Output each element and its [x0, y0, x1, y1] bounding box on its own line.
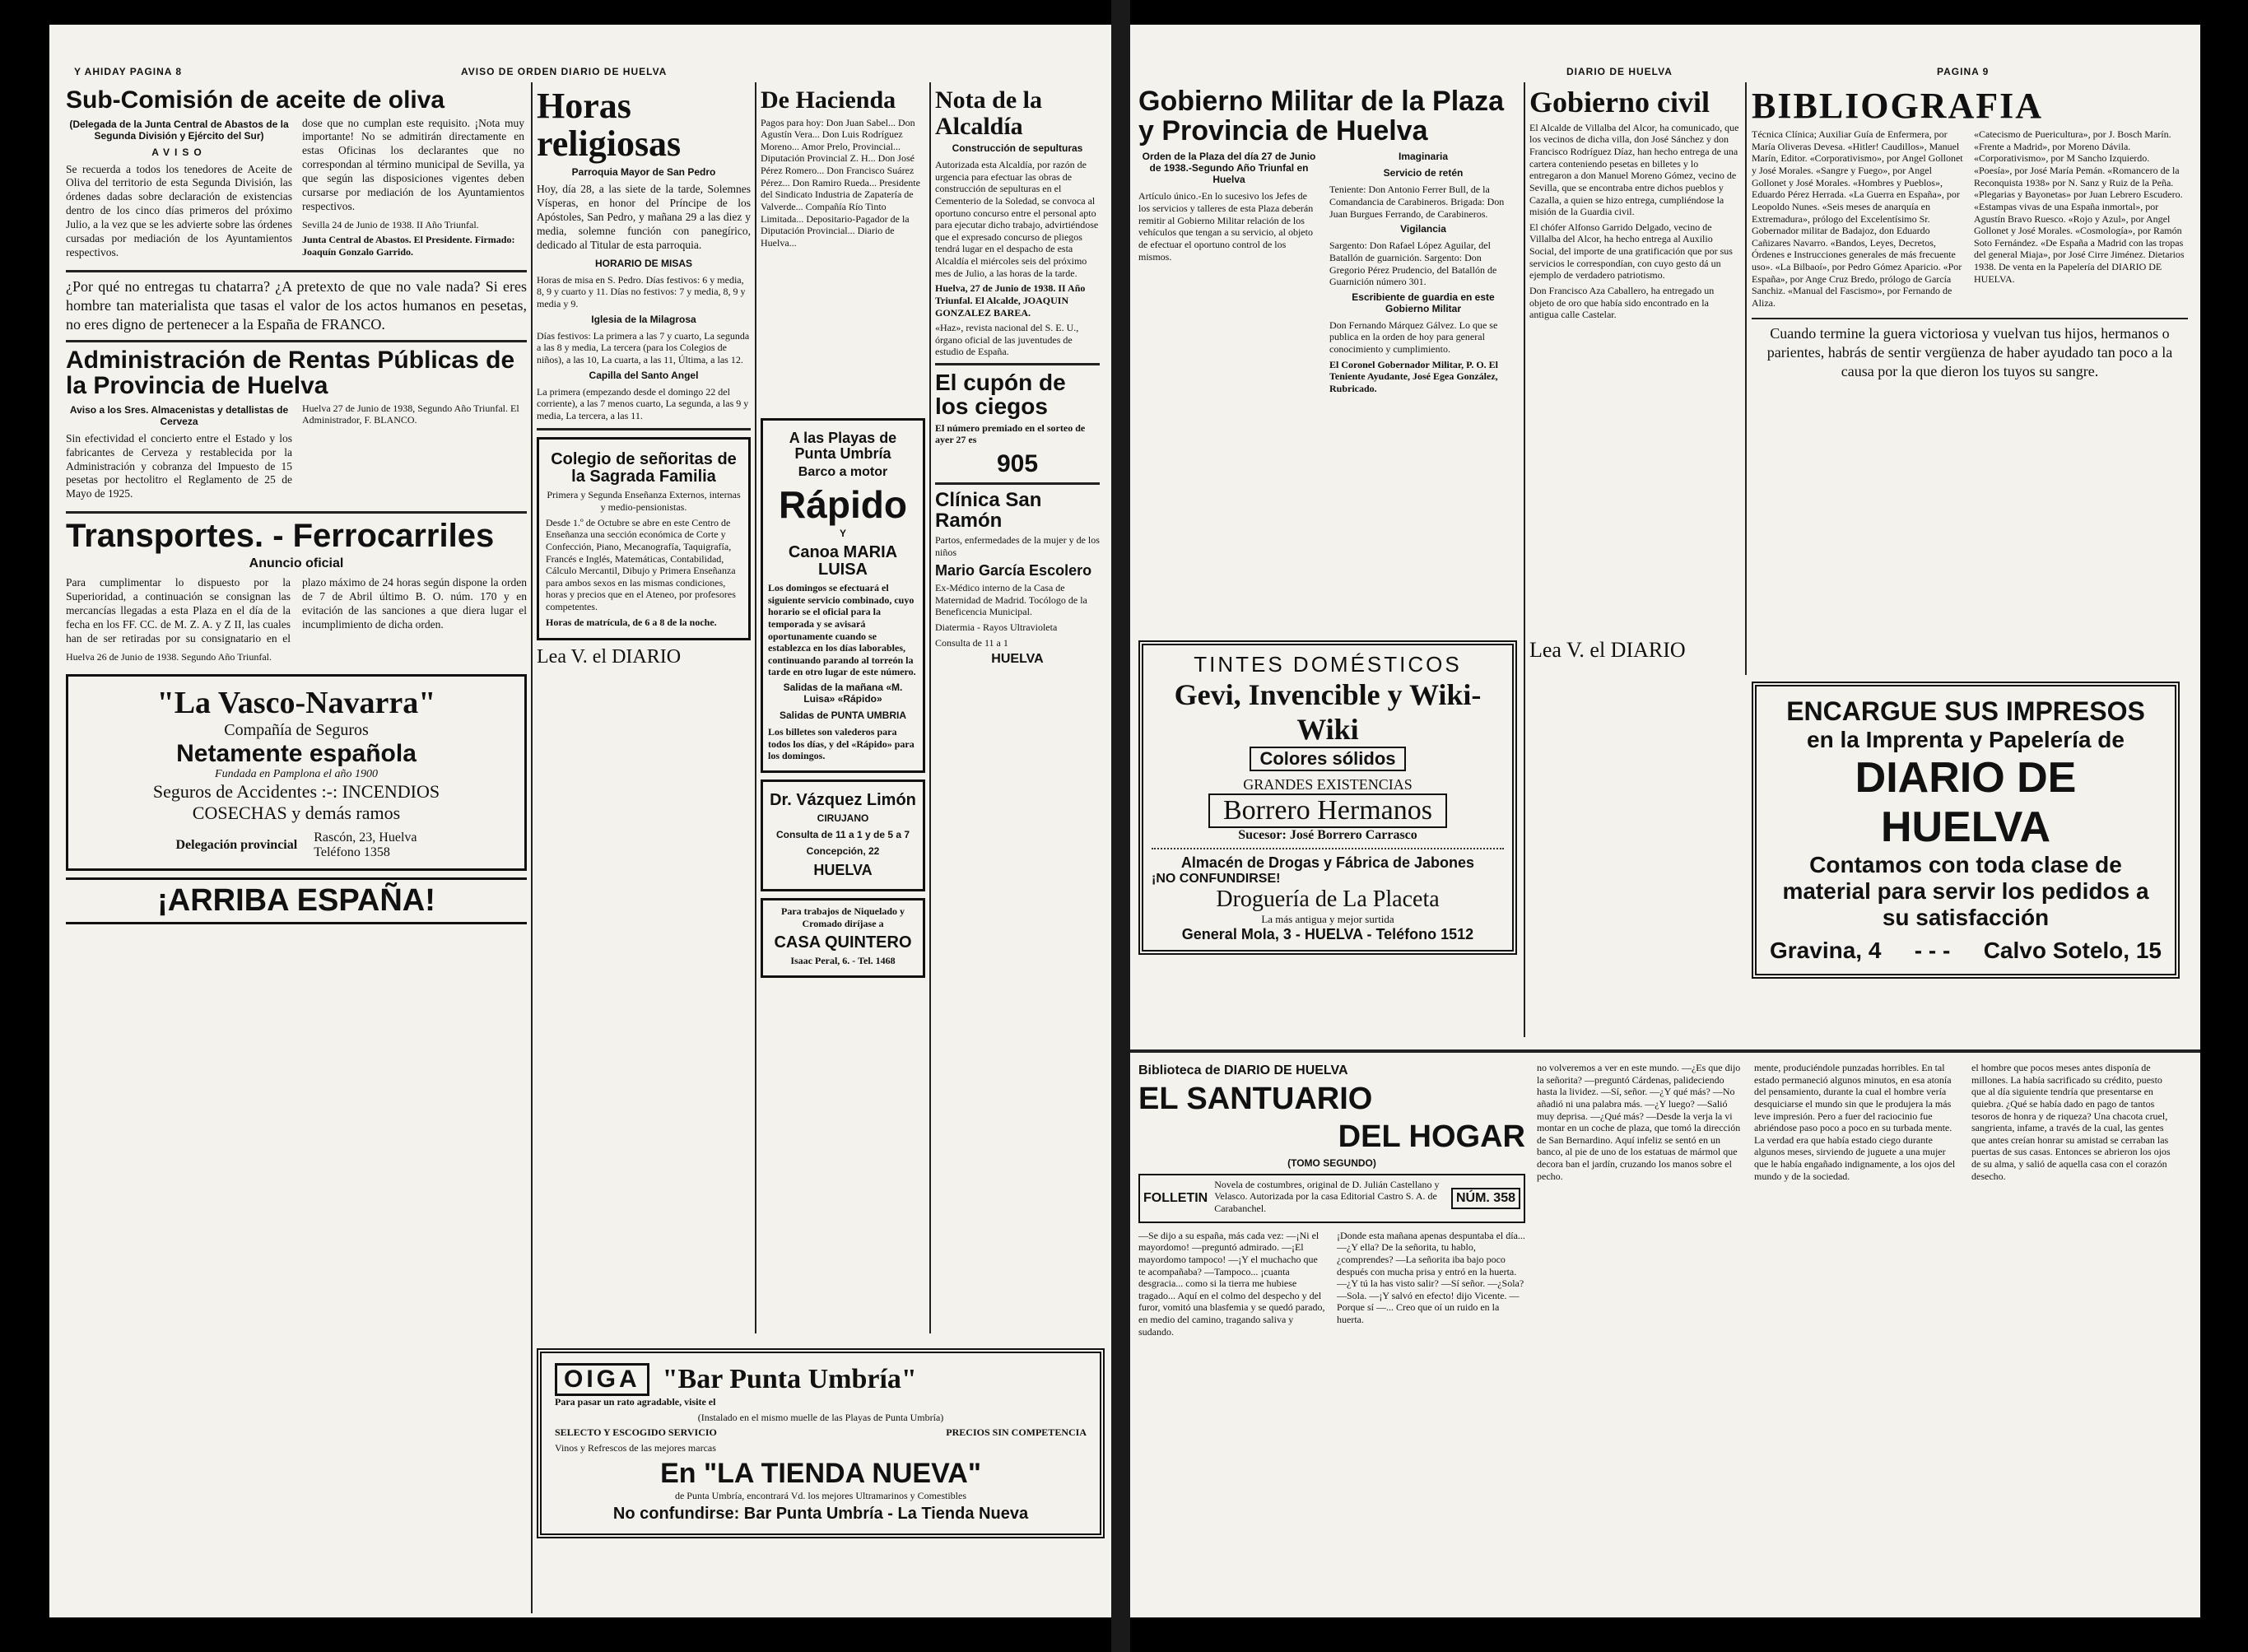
aceite-body: Se recuerda a todos los tenedores de Aceite de Oliva del territorio de esta Segunda División, las órdenes dadas sobre declaración de existencias dentro de los cinco días primeros del próximo Julio, a la vez que se les advierte sobre las órdenes cursadas por mediación de los Ayuntamientos respectivos.: [66, 162, 292, 258]
aceite-subtitle: (Delegada de la Junta Central de Abastos de la Segunda División y Ejército del Sur): [69, 118, 289, 142]
vasco-address: Rascón, 23, Huelva: [314, 831, 417, 845]
vasco-title: "La Vasco-Navarra": [156, 686, 436, 721]
clinica-line4: Consulta de 11 a 1: [935, 636, 1008, 649]
tintes-colores: Colores sólidos: [1250, 747, 1405, 771]
quintero-name: CASA QUINTERO: [774, 933, 912, 952]
divider: [66, 511, 527, 514]
divider: [935, 363, 1100, 365]
horizontal-rule: [1130, 1049, 2200, 1053]
column-3: [761, 82, 925, 252]
vasco-line1: Compañía de Seguros: [224, 721, 369, 740]
bar-line4: Vinos y Refrescos de las mejores marcas: [555, 1441, 716, 1454]
tintes-sucesor: Sucesor: José Borrero Carrasco: [1238, 828, 1417, 842]
horas-milagrosa: Iglesia de la Milagrosa: [591, 313, 696, 325]
horas-parroquia: Parroquia Mayor de San Pedro: [571, 166, 716, 179]
transportes-title: Transportes. - Ferrocarriles: [66, 518, 495, 555]
colegio-horas: Horas de matrícula, de 6 a 8 de la noche.: [546, 616, 717, 628]
playas-canoa: Canoa MARIA LUISA: [788, 543, 898, 579]
civil-title: Gobierno civil: [1529, 86, 1710, 119]
tintes-almacen: Almacén de Drogas y Fábrica de Jabones: [1180, 854, 1475, 871]
lea-diario-2: Lea V. el DIARIO: [1529, 638, 1686, 662]
clinica-doctor: Mario García Escolero: [935, 562, 1092, 579]
column-rule: [1745, 82, 1747, 675]
civil-body: El Alcalde de Villalba del Alcor, ha comunicado, que los vecinos de dicha villa, don José Sánchez y don Francisco Rodríguez Díaz, han hecho entrega de una cartera conteniendo pesetas en billetes y lo entregaron a don Manuel Moreno Gómez, vecino de Sevilla, que se encontraba entre dichos pueblos y Cazalla, a quien se hizo entrega, cumpliéndose la misión de la Guardia civil.: [1529, 121, 1739, 218]
transportes-sign: Huelva 26 de Junio de 1938. Segundo Año Triunfal.: [66, 650, 272, 663]
running-head-center: AVISO DE ORDEN DIARIO DE HUELVA: [461, 66, 668, 77]
santuario-biblioteca: Biblioteca de DIARIO DE HUELVA: [1138, 1063, 1348, 1077]
colegio-title: Colegio de señoritas de la Sagrada Familia: [551, 450, 737, 486]
cupon-title: El cupón de los ciegos: [935, 370, 1066, 420]
militar-vigilancia: Vigilancia: [1400, 223, 1446, 235]
clinica-line1: Partos, enfermedades de la mujer y de los niños: [935, 533, 1100, 558]
divider: [537, 428, 751, 430]
bar-punta-umbria-ad: [537, 1342, 1105, 1545]
santuario-title1: EL SANTUARIO: [1138, 1082, 1373, 1116]
colegio-body: Desde 1.º de Octubre se abre en este Centro de Enseñanza una sección económica de Corte y Confección, Piano, Mecanografía, Taquigrafía, Francés e Inglés, Matemáticas, Contabilidad, Cálculo Mercantil, Dibujo y Primera Enseñanza para ambos sexos en las mismas condiciones, horas y precios que en el Ateneo, por profesores competentes.: [546, 516, 736, 612]
santuario-serial: [1138, 1062, 2184, 1341]
militar-article: [1138, 82, 1517, 398]
aceite-title: Sub-Comisión de aceite de oliva: [66, 86, 445, 114]
column-rule: [755, 82, 756, 1333]
santuario-title2: DEL HOGAR: [1338, 1119, 1525, 1154]
playas-salidas: Salidas de la mañana «M. Luisa» «Rápido»: [783, 682, 903, 705]
alcaldia-subtitle: Construcción de sepulturas: [952, 142, 1083, 154]
impresos-line2: en la Imprenta y Papelería de: [1807, 727, 2125, 752]
militar-reten: Servicio de retén: [1383, 167, 1464, 179]
alcaldia-sign: Huelva, 27 de Junio de 1938. II Año Triunfal. El Alcalde, JOAQUIN GONZALEZ BAREA.: [935, 282, 1086, 319]
santuario-col1: —Se dijo a su españa, más cada vez: —¡Ni el mayordomo! —preguntó admirado. —¡El mayordomo tampoco! —¡Y el muchacho que te acompañaba? —Tampoco... ¡cuanta desgracia... como si la tierra me hubiese tragado... Aquí en el colmo del despecho y del furor, vomitó una blasfemia y se quedó parado, en medio del camino, tragando saliva y sudando.: [1138, 1229, 1325, 1338]
colegio-ad: [537, 437, 751, 640]
column-4: [935, 82, 1100, 672]
playas-title: A las Playas de Punta Umbría: [789, 430, 897, 462]
horas-santo-angel-body: La primera (empezando desde el domingo 22 del corriente), a las 7 menos cuarto, La segunda, a las 9 y media, La tercera, a las 11.: [537, 385, 749, 421]
running-head-left: Y AHIDAY PAGINA 8: [74, 66, 183, 77]
militar-esc-body: Don Fernando Márquez Gálvez. Lo que se publica en la orden de hoy para general conocimiento y cumplimiento.: [1329, 319, 1498, 355]
divider: [935, 482, 1100, 485]
impresos-addr2: Calvo Sotelo, 15: [1983, 938, 2162, 963]
divider: [1752, 318, 2188, 319]
militar-subtitle: Orden de la Plaza del día 27 de Junio de 1938.-Segundo Año Triunfal en Huelva: [1142, 151, 1316, 186]
bar-line5: PRECIOS SIN COMPETENCIA: [946, 1426, 1087, 1439]
clinica-city: HUELVA: [991, 652, 1044, 667]
bar-line2: (Instalado en el mismo muelle de las Playas de Punta Umbría): [697, 1411, 944, 1423]
tintes-existencias: GRANDES EXISTENCIAS: [1243, 776, 1413, 793]
tintes-no-conf: ¡NO CONFUNDIRSE!: [1152, 872, 1281, 886]
lea-diario-1: Lea V. el DIARIO: [537, 646, 682, 668]
playas-ad: [761, 412, 925, 984]
quintero-address: Isaac Peral, 6. - Tel. 1468: [790, 955, 896, 967]
divider: [66, 270, 527, 272]
quintero-line1: Para trabajos de Niquelado y Cromado diríjase a: [781, 905, 905, 929]
playas-y: Y: [839, 528, 846, 540]
rentas-subtitle: Aviso a los Sres. Almacenistas y detallistas de Cerveza: [69, 403, 289, 427]
santuario-col3: no volveremos a ver en este mundo. —¿Es que dijo la señorita? —preguntó Cárdenas, palideciendo hasta la lividez. —Sí, señor. —¿Y qué más? —No añadió ni una palabra más. —¿Y luego? —Salió muy deprisa. —¿Qué más? —Desde la verja la vi montar en un coche de plaza, que tomó la dirección de San Bernardino. Aquí infeliz se sentó en un banco, al pie de uno de los estatuas de mármol que decora ban el jardín, cruzando los manos sobre el pecho.: [1537, 1062, 1741, 1182]
playas-billetes: Los billetes son valederos para todos los días, y del «Rápido» para los domingos.: [768, 726, 915, 762]
civil-article: [1529, 82, 1739, 324]
bibliografia-col1: Técnica Clínica; Auxiliar Guía de Enfermera, por María Oliveras Devesa. «Hitler! Caudillos», Manuel Marín, Editor. «Corporativismo», por Angel Gollonet y José Morales. «Sangre y Fuego», por Angel Gollonet y José Morales. «Hombres y Pueblos», Eduardo Pérez Herrada. «La Guerra en España», por Leopoldo Nunes. «Seis meses de anarquía en Extremadura», prólogo del Excelentísimo Sr. Gobernador militar de Badajoz, don Eduardo Cañizares Navarro. «Bandos, Leyes, Decretos, Órdenes e Instrucciones generales de más frecuente uso». «La Bilbaoí», por Pedro Gómez Aparicio. «Por España», por Ange Cruz Bredo, prólogo de García Sanchiz. «Manual del Fascismo», por Fernando de Aliza.: [1752, 128, 1963, 309]
aceite-aviso: AVISO: [151, 146, 207, 158]
tintes-ad: [1138, 634, 1517, 961]
divider: [66, 340, 527, 342]
bar-line3: SELECTO Y ESCOGIDO SERVICIO: [555, 1426, 717, 1439]
colegio-line1: Primera y Segunda Enseñanza Externos, internas y medio-pensionistas.: [547, 489, 741, 513]
santuario-num: NÚM. 358: [1451, 1188, 1520, 1209]
vasco-phone: Teléfono 1358: [314, 845, 390, 860]
vasco-navarra-ad: [66, 674, 527, 871]
horas-milagrosa-body: Días festivos: La primera a las 7 y cuarto, La segunda a las 8 y media, La tercera (para los Colegios de niños), a las 10, La cuarta, a las 11, Última, a las 12.: [537, 329, 750, 365]
playas-rapido: Rápido: [779, 482, 907, 526]
santuario-col2: ¡Donde esta mañana apenas despuntaba el día... —¿Y ella? De la señorita, tu hablo, ¿comprendes? —La señorita iba bajo poco después con mucha prisa y entró en la huerta. —¿Y tú la has visto salir? —Sí señor. —¿Sola? —Sola. —¡Y salvó en efecto! dijo Vicente. —Porque sí —... Creo que oí un ruido en la huerta.: [1337, 1229, 1525, 1326]
militar-escribiente: Escribiente de guardia en este Gobierno Militar: [1352, 291, 1495, 314]
vazquez-line3: Concepción, 22: [806, 845, 880, 857]
quintero-ad: [761, 898, 925, 978]
tintes-drogueria: Droguería de La Placeta: [1216, 886, 1440, 912]
bar-line6: de Punta Umbría, encontrará Vd. los mejores Ultramarinos y Comestibles: [674, 1489, 967, 1501]
impresos-dashes: - - -: [1914, 938, 1951, 963]
running-head-right: PAGINA 9: [1937, 66, 1990, 77]
militar-title: Gobierno Militar de la Plaza y Provincia de Huelva: [1138, 86, 1504, 147]
cupon-body: El número premiado en el sorteo de ayer 27 es: [935, 421, 1086, 446]
horas-title: Horas religiosas: [537, 86, 682, 165]
horas-misas-body: Horas de misa en S. Pedro. Días festivos: 6 y media, 8, 9 y cuarto y 11. Días no festivos: 7 y media, 8, 9 y media y 9.: [537, 273, 746, 309]
militar-vig-body: Sargento: Don Rafael López Aguilar, del Batallón de guarnición. Sargento: Don Gregorio Pérez Prudencio, del Batallón de Guarnición número 301.: [1329, 240, 1497, 288]
playas-salidas-punta: Salidas de PUNTA UMBRIA: [779, 710, 907, 722]
cupon-number: 905: [996, 450, 1039, 478]
vasco-delegacion: Delegación provincial: [175, 838, 298, 853]
impresos-line4: material para servir los pedidos a su satisfacción: [1782, 878, 2149, 930]
tintes-brands: Gevi, Invencible y Wiki-Wiki: [1174, 678, 1482, 746]
santuario-col5: el hombre que pocos meses antes disponía de millones. La había sacrificado su crédito, puesto que al día siguiente tendría que presentarse en quiebra. ¿Qué se había dado en pago de tantos tesoros de honra y de riqueza? Una chacota cruel, sangrienta, infame, a través de la cual, las gentes que antes creían honrar su amistad se cerraban las puertas de sus casas. Entonces se abrieron los ojos de su alma, y salió de aquella casa con el corazón desecho.: [1971, 1062, 2171, 1182]
column-rule: [531, 82, 533, 1613]
horas-misas: HORARIO DE MISAS: [594, 257, 692, 269]
bar-line7: No confundirse: Bar Punta Umbría - La Tienda Nueva: [612, 1505, 1029, 1524]
guerra-notice: Cuando termine la guera victoriosa y vuelvan tus hijos, hermanos o parientes, habrás de sentir vergüenza de haber ayudado tan poco a la causa por la que dieron los tuyos su sangre.: [1766, 324, 2173, 380]
vasco-line2: Netamente española: [176, 740, 417, 768]
rentas-sign: Huelva 27 de Junio de 1938, Segundo Año Triunfal. El Administrador, F. BLANCO.: [302, 402, 519, 426]
impresos-line1: ENCARGUE SUS IMPRESOS: [1786, 696, 2145, 726]
civil-body3: Don Francisco Aza Caballero, ha entregado un objeto de oro que había sido encontrado en la antigua calle Castelar.: [1529, 284, 1715, 321]
bar-line1: Para pasar un rato agradable, visite el: [555, 1396, 716, 1408]
vazquez-title: Dr. Vázquez Limón: [770, 790, 916, 809]
clinica-line3: Diatermia - Rayos Ultravioleta: [935, 621, 1058, 633]
page-gutter: [1111, 0, 1130, 1652]
militar-sign: El Coronel Gobernador Militar, P. O. El Teniente Ayudante, José Egea González, Rubricado.: [1329, 358, 1499, 394]
civil-body2: El chófer Alfonso Garrido Delgado, vecino de Villalba del Alcor, ha hecho entrega al Auxilio Social, del importe de una gratificación que por sus servicios le correspondían, con cuyo gesto dá un ejemplo de verdadero patriotismo.: [1529, 221, 1733, 282]
santuario-col4: mente, produciéndole punzadas horribles. En tal estado permaneció algunos minutos, en esa atonía del pensamiento, durante la cual el hombre vería desquiciarse el mundo sin que le produjera la más leve impresión. Pero a fuer del raciocinio fue abriéndose paso poco a poco en su turbada mente. La verdad era que había estado ciego durante algunos meses, sirviendo de juguete a una mujer que le había engañado indignamente, a los ojos del mundo y de la sociedad.: [1754, 1062, 1956, 1182]
bar-oiga: OIGA: [555, 1363, 649, 1396]
column-2: [537, 82, 751, 671]
impresos-addr1: Gravina, 4: [1770, 938, 1882, 963]
vasco-line4: Seguros de Accidentes :-: INCENDIOS: [152, 781, 440, 803]
lea-diario-2-wrap: [1529, 634, 1739, 664]
tintes-title: TINTES DOMÉSTICOS: [1194, 652, 1462, 677]
impresos-ad: [1752, 675, 2180, 985]
bibliografia-col2: «Catecismo de Puericultura», por J. Bosch Marín. «Frente a Madrid», por Moreno Dávila. «Corporativismo», por M Sancho Izquierdo. «Poesía», por José María Pemán. «Romancero de la Reconquista 1938» por N. Sanz y Ruiz de la Peña. «Plegarias y Bayonetas» por Juan Lebrero Escudero. «Estampas vivas de una España inmortal», por Agustín Bravo Ruesco. «Rojo y Azul», por Angel Gollonet y José Morales. «Cosmología», por Ramón Soto Fernández. «De España a Madrid con las tropas del general Miaja», por José Cirre Jiménez. Dietarios 1938. De venta en la Papelería del DIARIO DE HUELVA.: [1974, 128, 2185, 285]
aceite-body2: dose que no cumplan este requisito. ¡Nota muy importante! No se admitirán directamente en estas Oficinas los declarantes que no correspondan al término municipal de Sevilla, ya que según las disposiciones vigentes deben cursarse por mediación de los Ayuntamientos respectivos.: [302, 116, 524, 212]
aceite-article: [66, 87, 527, 265]
running-head-center: DIARIO DE HUELVA: [1566, 66, 1673, 77]
aceite-sign-name: Junta Central de Abastos. El Presidente. Firmado: Joaquín Gonzalo Garrido.: [302, 234, 515, 258]
vasco-line5: COSECHAS y demás ramos: [192, 803, 401, 824]
left-page: [49, 25, 1111, 1617]
playas-body: Los domingos se efectuará el siguiente servicio combinado, cuyo horario se el oficial para la temporada y se avisará oportunamente cuando se establezca en los días laborables, continuando parando al torreón la tarde en otro lugar de este número.: [768, 582, 916, 678]
clinica-line2: Ex-Médico interno de la Casa de Maternidad de Madrid. Tocólogo de la Beneficencia Municipal.: [935, 582, 1087, 618]
horas-body: Hoy, día 28, a las siete de la tarde, Solemnes Vísperas, en honor del Príncipe de los Apóstoles, San Pedro, y mañana 29 a las diez y media, solemne función con panegírico, dedicado al Titular de esta parroquia.: [537, 183, 751, 251]
bar-title: "Bar Punta Umbría": [662, 1364, 917, 1394]
rentas-body: Sin efectividad el concierto entre el Estado y los fabricantes de Cerveza y restablecida por la Administración y cobranza del Impuesto de 15 pesetas por hectolitro el Reglamento de 25 de Mayo de 1925.: [66, 431, 292, 500]
playas-line1: Barco a motor: [798, 464, 888, 479]
vasco-line3: Fundada en Pamplona el año 1900: [215, 768, 378, 781]
vazquez-ad: [761, 779, 925, 891]
column-1: [66, 82, 527, 924]
transportes-body: Para cumplimentar lo dispuesto por la Superioridad, a continuación se consignan las mercancías llegadas a esta Plaza en el día de la fecha en los FF. CC. de M. Z. A. y Z II, las cuales han de ser retiradas por su consignatario en el plazo máximo de 24 horas según dispone la orden de 7 de Abril último B. O. núm. 170 y en evitación de las sanciones a que diera lugar el incumplimiento de dicha orden.: [66, 576, 527, 645]
santuario-novela: Novela de costumbres, original de D. Julián Castellano y Velasco. Autorizada por la casa Editorial Castro S. A. de Carabanchel.: [1214, 1178, 1440, 1215]
bar-tienda: En "LA TIENDA NUEVA": [660, 1457, 981, 1489]
vazquez-city: HUELVA: [813, 861, 873, 878]
bibliografia-title: BIBLIOGRAFIA: [1752, 86, 2044, 126]
bibliografia-article: [1752, 82, 2188, 387]
tintes-address: General Mola, 3 - HUELVA - Teléfono 1512: [1181, 926, 1474, 942]
tintes-antigua: La más antigua y mejor surtida: [1261, 913, 1394, 925]
hacienda-title: De Hacienda: [761, 86, 896, 114]
column-rule: [1524, 82, 1525, 1037]
vazquez-line1: CIRUJANO: [817, 812, 869, 824]
militar-imaginaria: Imaginaria: [1398, 151, 1449, 163]
horas-santo-angel: Capilla del Santo Angel: [589, 369, 699, 381]
santuario-tomo: (TOMO SEGUNDO): [1287, 1156, 1376, 1169]
impresos-name: DIARIO DE HUELVA: [1855, 754, 2077, 851]
chatarra-notice: ¿Por qué no entregas tu chatarra? ¿A pretexto de que no vale nada? Si eres hombre tan materialista que tasas el valor de los actos humanos en pesetas, no eres digno de pertenecer a la España de FRANCO.: [66, 277, 527, 333]
transportes-article: [66, 519, 527, 663]
aceite-sign-place: Sevilla 24 de Junio de 1938. II Año Triunfal.: [302, 218, 479, 230]
hacienda-body: Pagos para hoy: Don Juan Sabel... Don Agustín Vera... Don Luis Rodríguez Moreno... Amor Prelo, Provincial... Diputación Provincial Z. H... Don José Pérez Romero... Don Francisco Suárez Pérez... Don Ramiro Rueda... Presidente del Sindicato Industria de Zapatería de Valverde... Compañía Río Tinto Limitada... Depositario-Pagador de la Diputación Provincial... Diario de Huelva...: [761, 116, 920, 249]
alcaldia-title: Nota de la Alcaldía: [935, 86, 1042, 140]
transportes-subtitle: Anuncio oficial: [249, 556, 344, 571]
tintes-borrero: Borrero Hermanos: [1208, 793, 1447, 828]
santuario-folletin: FOLLETIN: [1143, 1190, 1208, 1205]
militar-reten-body: Teniente: Don Antonio Ferrer Bull, de la Comandancia de Carabineros. Brigada: Don Juan Burgues Ferrando, de Carabineros.: [1329, 184, 1505, 220]
clinica-title: Clínica San Ramón: [935, 488, 1042, 532]
impresos-line3: Contamos con toda clase de: [1809, 852, 2122, 877]
militar-body: Artículo único.-En lo sucesivo los Jefes de los servicios y talleres de esta Plaza deberán remitir al Gobierno Militar relación de los vehículos que tengan a su servicio, al objeto de efectuar el oportuno control de los mismos.: [1138, 190, 1314, 263]
column-rule: [929, 82, 931, 1333]
rentas-article: [66, 347, 527, 506]
rentas-title: Administración de Rentas Públicas de la Provincia de Huelva: [66, 346, 515, 400]
right-page: [1130, 25, 2200, 1617]
vazquez-line2: Consulta de 11 a 1 y de 5 a 7: [775, 828, 910, 840]
divider: [1152, 848, 1504, 849]
alcaldia-body: Autorizada esta Alcaldía, por razón de urgencia para efectuar las obras de construcción de sepulturas en el Cementerio de la Soledad, se convoca al oportuno concurso entre el personal apto para ejecutar dicho trabajo, advirtiéndose que el expresado concurso de pliegos tendrá lugar en el despacho de esta Alcaldía el miércoles seis del próximo mes de Julio, a las horas de la tarde.: [935, 159, 1099, 279]
haz-notice: «Haz», revista nacional del S. E. U., órgano oficial de las juventudes de estudio de España.: [935, 322, 1079, 358]
arriba-espana: ¡ARRIBA ESPAÑA!: [66, 877, 527, 924]
